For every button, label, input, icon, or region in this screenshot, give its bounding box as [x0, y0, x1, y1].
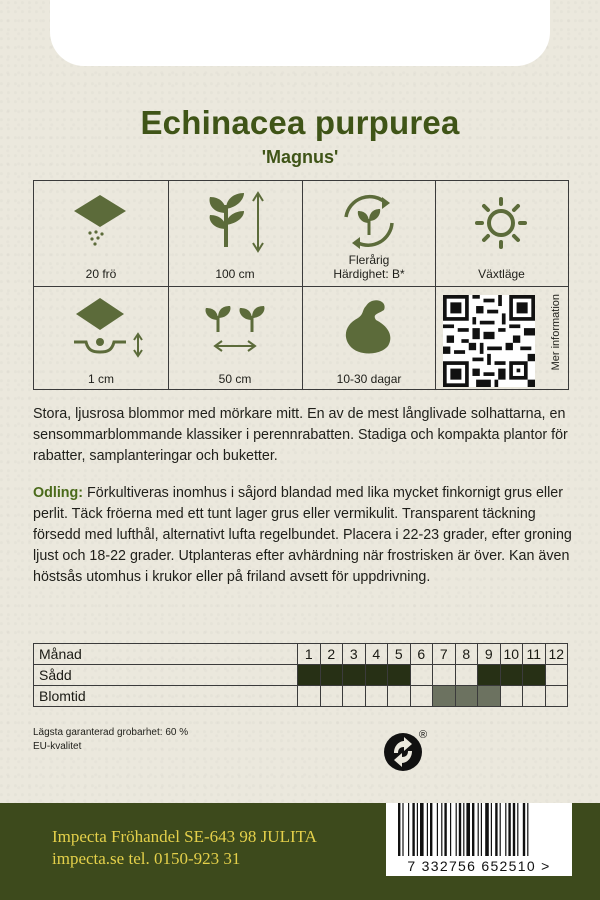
month-cell: 5 [388, 644, 411, 665]
sowing-month-cell [523, 665, 546, 686]
cultivation-body: Förkultiveras inomhus i såjord blandad med lika mycket finkornigt grus eller perlit. Täck fröerna med ett tunt lager grus eller vermikulit. Transparent täckning försedd med lufthål, alternativt lufta regelbundet. Placera i 22-23 grader, efter groning ljust och 18-22 grader. Utplanteras efter avhärdning när frostrisken är över. Kan även höstsås utomhus i krukor eller på friland avsett för uppdrivning. [33, 485, 572, 585]
more-info-label: Mer information [550, 294, 562, 371]
month-cell: 12 [545, 644, 568, 665]
hang-hole [50, 0, 550, 66]
sowing-month-cell [500, 665, 523, 686]
fine-print [33, 726, 188, 754]
hardiness-label: Härdighet: B* [333, 267, 405, 281]
qr-cell [435, 286, 568, 391]
flowering-month-cell [478, 686, 501, 707]
month-cell: 11 [523, 644, 546, 665]
perennial-cell [302, 181, 436, 286]
page-title: Echinacea purpurea [140, 104, 460, 141]
germination-icon [302, 292, 436, 358]
height-cell [168, 181, 302, 286]
height-label: 100 cm [215, 267, 255, 281]
flowering-month-cell [343, 686, 366, 707]
cultivar-name: 'Magnus' [261, 147, 339, 167]
flowering-month-cell [433, 686, 456, 707]
sowing-month-cell [455, 665, 478, 686]
company-contact: impecta.se tel. 0150-923 31 [52, 849, 241, 868]
flowering-month-cell [545, 686, 568, 707]
flowering-row [34, 686, 568, 707]
flowering-month-cell [500, 686, 523, 707]
month-cell: 10 [500, 644, 523, 665]
plant-spacing-icon [168, 292, 302, 358]
sowing-month-cell [410, 665, 433, 686]
sun-icon [435, 187, 568, 253]
germination-cell [302, 286, 436, 391]
icon-grid [33, 180, 569, 390]
flowering-month-cell [365, 686, 388, 707]
month-cell: 2 [320, 644, 343, 665]
sowing-month-cell [365, 665, 388, 686]
flowering-row-label: Blomtid [34, 686, 298, 707]
month-cell: 9 [478, 644, 501, 665]
sowing-depth-label: 1 cm [87, 372, 114, 386]
position-label: Växtläge [478, 267, 525, 281]
flowering-month-cell [523, 686, 546, 707]
flowering-month-cell [455, 686, 478, 707]
sowing-month-cell [298, 665, 321, 686]
sowing-month-cell [478, 665, 501, 686]
calendar-header-row [34, 644, 568, 665]
plant-height-icon [168, 187, 302, 253]
month-cell: 7 [433, 644, 456, 665]
sowing-month-cell [343, 665, 366, 686]
germination-label: 10-30 dagar [336, 372, 402, 386]
germination-guarantee: Lägsta garanterad grobarhet: 60 % [33, 727, 189, 738]
sowing-month-cell [320, 665, 343, 686]
barcode-number: 7 332756 652510 > [386, 856, 572, 876]
cultivation-label: Odling: [33, 485, 84, 501]
sowing-depth-cell [34, 286, 168, 391]
sowing-row-label: Sådd [34, 665, 298, 686]
sowing-month-cell [545, 665, 568, 686]
sowing-month-cell [388, 665, 411, 686]
flowering-month-cell [388, 686, 411, 707]
sun-cell [435, 181, 568, 286]
green-dot-recycle-icon [382, 727, 428, 773]
qr-code-icon[interactable] [443, 295, 535, 387]
flowering-month-cell [320, 686, 343, 707]
seed-count-cell [34, 181, 168, 286]
month-cell: 4 [365, 644, 388, 665]
sowing-calendar [33, 643, 568, 707]
perennial-label: Flerårig [348, 253, 390, 267]
flowering-month-cell [410, 686, 433, 707]
spacing-label: 50 cm [218, 372, 252, 386]
month-cell: 6 [410, 644, 433, 665]
month-cell: 3 [343, 644, 366, 665]
seed-packet-icon [34, 187, 168, 253]
flowering-month-cell [298, 686, 321, 707]
company-address: Impecta Fröhandel SE-643 98 JULITA [52, 827, 317, 846]
spacing-cell [168, 286, 302, 391]
registered-mark: ® [418, 729, 428, 741]
month-cell: 1 [298, 644, 321, 665]
month-cell: 8 [455, 644, 478, 665]
perennial-cycle-icon [302, 187, 436, 253]
cultivation-text [33, 483, 573, 588]
quality-note: EU-kvalitet [33, 741, 82, 752]
sowing-row [34, 665, 568, 686]
seed-count-label: 20 frö [85, 267, 117, 281]
month-header: Månad [34, 644, 298, 665]
description: Stora, ljusrosa blommor med mörkare mitt. En av de mest långlivade solhattarna, en sensommarblommande klassiker i perennrabatten. Stadiga och kompakta plantor för rabatter, samplanteringar och buketter. [33, 406, 568, 464]
sowing-depth-icon [34, 292, 168, 358]
sowing-month-cell [433, 665, 456, 686]
